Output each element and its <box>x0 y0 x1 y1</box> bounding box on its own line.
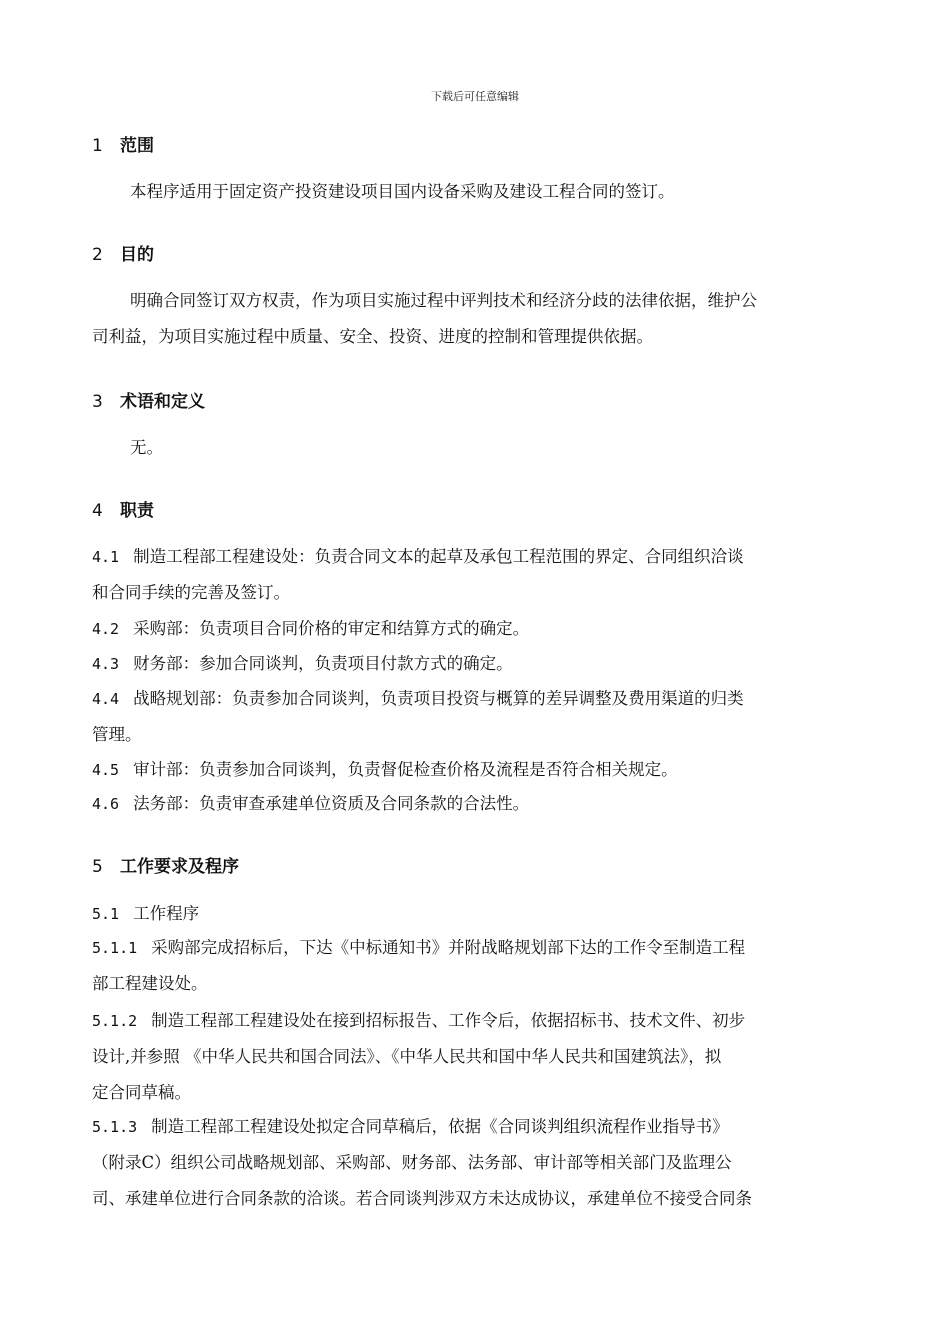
section-number: 5 <box>92 857 103 877</box>
item-text-cont: 司、承建单位进行合同条款的洽谈。若合同谈判涉双方未达成协议，承建单位不接受合同条 <box>92 1189 752 1208</box>
item-text-cont: 部工程建设处。 <box>92 974 208 993</box>
list-item <box>92 752 862 788</box>
section-title: 工作要求及程序 <box>120 857 239 877</box>
list-item <box>92 786 862 822</box>
item-text: 采购部：负责项目合同价格的审定和结算方式的确定。 <box>133 619 530 638</box>
list-item <box>92 611 862 647</box>
section-body-1: 本程序适用于固定资产投资建设项目国内设备采购及建设工程合同的签订。 <box>130 182 675 201</box>
item-number: 4.3 <box>92 655 120 673</box>
body-line: 明确合同签订双方权责，作为项目实施过程中评判技术和经济分歧的法律依据，维护公 <box>130 291 757 310</box>
item-text-cont: 管理。 <box>92 725 142 744</box>
item-text: 采购部完成招标后，下达《中标通知书》并附战略规划部下达的工作令至制造工程 <box>151 938 746 957</box>
section-body-2 <box>92 283 862 355</box>
section-body-3: 无。 <box>130 438 163 457</box>
section-number: 2 <box>92 245 103 265</box>
list-item <box>92 539 862 611</box>
section-heading-5 <box>92 852 239 877</box>
item-text: 战略规划部：负责参加合同谈判，负责项目投资与概算的差异调整及费用渠道的归类 <box>133 689 744 708</box>
item-number: 4.5 <box>92 761 120 779</box>
list-item <box>92 930 862 1002</box>
item-text: 制造工程部工程建设处在接到招标报告、工作令后，依据招标书、技术文件、初步 <box>151 1011 746 1030</box>
item-text-cont: 定合同草稿。 <box>92 1083 191 1102</box>
section-heading-3 <box>92 387 205 412</box>
section-number: 3 <box>92 392 103 412</box>
item-text: 制造工程部工程建设处：负责合同文本的起草及承包工程范围的界定、合同组织洽谈 <box>133 547 744 566</box>
body-line: 司利益，为项目实施过程中质量、安全、投资、进度的控制和管理提供依据。 <box>92 327 653 346</box>
section-title: 范围 <box>120 136 154 156</box>
list-item <box>92 646 862 682</box>
item-number: 4.1 <box>92 548 120 566</box>
section-heading-2 <box>92 240 154 265</box>
section-title: 职责 <box>120 501 154 521</box>
item-number: 5.1.3 <box>92 1118 138 1136</box>
item-number: 4.6 <box>92 795 120 813</box>
list-item <box>92 1109 862 1217</box>
item-text: 法务部：负责审查承建单位资质及合同条款的合法性。 <box>133 794 530 813</box>
item-text: 工作程序 <box>133 904 200 923</box>
subsection-heading <box>92 896 862 932</box>
item-number: 5.1.2 <box>92 1012 138 1030</box>
item-text-cont: 和合同手续的完善及签订。 <box>92 583 290 602</box>
section-heading-4 <box>92 496 154 521</box>
item-text: 制造工程部工程建设处拟定合同草稿后，依据《合同谈判组织流程作业指导书》 <box>151 1117 729 1136</box>
item-text: 审计部：负责参加合同谈判，负责督促检查价格及流程是否符合相关规定。 <box>133 760 678 779</box>
section-heading-1 <box>92 131 154 156</box>
item-number: 4.2 <box>92 620 120 638</box>
item-number: 4.4 <box>92 690 120 708</box>
section-number: 1 <box>92 136 103 156</box>
item-text-cont: 设计,并参照 《中华人民共和国合同法》、《中华人民共和国中华人民共和国建筑法》，拟 <box>92 1047 722 1066</box>
item-text-cont: （附录C）组织公司战略规划部、采购部、财务部、法务部、审计部等相关部门及监理公 <box>92 1153 732 1172</box>
list-item <box>92 681 862 753</box>
header-note: 下载后可任意编辑 <box>431 90 519 103</box>
section-title: 术语和定义 <box>120 392 205 412</box>
section-number: 4 <box>92 501 103 521</box>
item-number: 5.1 <box>92 905 120 923</box>
item-number: 5.1.1 <box>92 939 138 957</box>
list-item <box>92 1003 862 1111</box>
item-text: 财务部：参加合同谈判，负责项目付款方式的确定。 <box>133 654 513 673</box>
section-title: 目的 <box>120 245 154 265</box>
